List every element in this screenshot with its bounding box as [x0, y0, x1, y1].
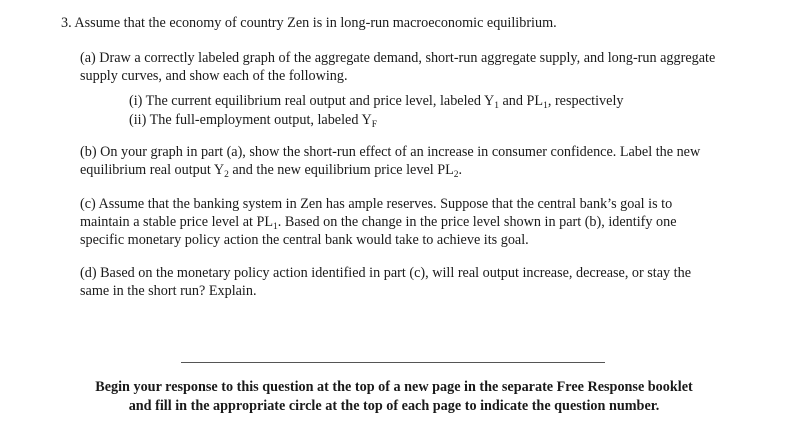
part-c-line-2-sub: 1	[273, 222, 278, 232]
part-b-line-2-sub2: 2	[453, 170, 459, 180]
part-b-line-2	[80, 161, 462, 179]
question-number: 3.	[61, 15, 72, 31]
question-stem-text: Assume that the economy of country Zen is in long-run macroeconomic equilibrium.	[74, 15, 557, 31]
part-a-sub-i	[129, 92, 623, 110]
instructions-line-1: Begin your response to this question at the top of a new page in the separate Free Response booklet	[95, 379, 693, 395]
part-a-sub-ii-sub: F	[371, 120, 378, 130]
part-a-sub-i-suffix: , respectively	[547, 93, 624, 109]
question-stem	[61, 14, 557, 32]
part-a-line-2: supply curves, and show each of the following.	[80, 68, 348, 84]
divider-rule	[181, 362, 605, 363]
instructions-line-2: and fill in the appropriate circle at the top of each page to indicate the question number.	[128, 398, 660, 414]
part-b-line-2-sub1: 2	[224, 170, 229, 180]
part-a-sub-i-prefix: (i) The current equilibrium real output and price level, labeled Y	[129, 93, 495, 109]
part-c-line-1: (c) Assume that the banking system in Zen has ample reserves. Suppose that the central bank’s goal is to	[80, 196, 673, 212]
part-a-sub-ii-prefix: (ii) The full-employment output, labeled Y	[129, 112, 372, 128]
part-a-line-1: (a) Draw a correctly labeled graph of the aggregate demand, short-run aggregate supply, and long-run aggregate	[80, 50, 716, 66]
part-a-sub-i-mid: and PL	[498, 93, 544, 109]
part-c-line-2-suffix: . Based on the change in the price level shown in part (b), identify one	[277, 214, 677, 230]
part-d-line-2: same in the short run? Explain.	[80, 283, 257, 299]
part-a-sub-i-sub1: 1	[494, 101, 499, 111]
part-a-sub-ii	[129, 111, 377, 129]
part-c-line-3: specific monetary policy action the central bank would take to achieve its goal.	[80, 232, 529, 248]
part-b-line-2-mid: and the new equilibrium price level PL	[228, 162, 454, 178]
part-c-line-2-prefix: maintain a stable price level at PL	[80, 214, 274, 230]
part-b-line-2-suffix: .	[458, 162, 463, 178]
part-d-line-1: (d) Based on the monetary policy action identified in part (c), will real output increase, decrease, or stay the	[80, 265, 692, 281]
part-a-sub-i-sub2: 1	[543, 101, 548, 111]
part-c-line-2	[80, 213, 677, 231]
part-b-line-2-prefix: equilibrium real output Y	[80, 162, 225, 178]
part-b-line-1: (b) On your graph in part (a), show the short-run effect of an increase in consumer confidence. Label the new	[80, 144, 701, 160]
